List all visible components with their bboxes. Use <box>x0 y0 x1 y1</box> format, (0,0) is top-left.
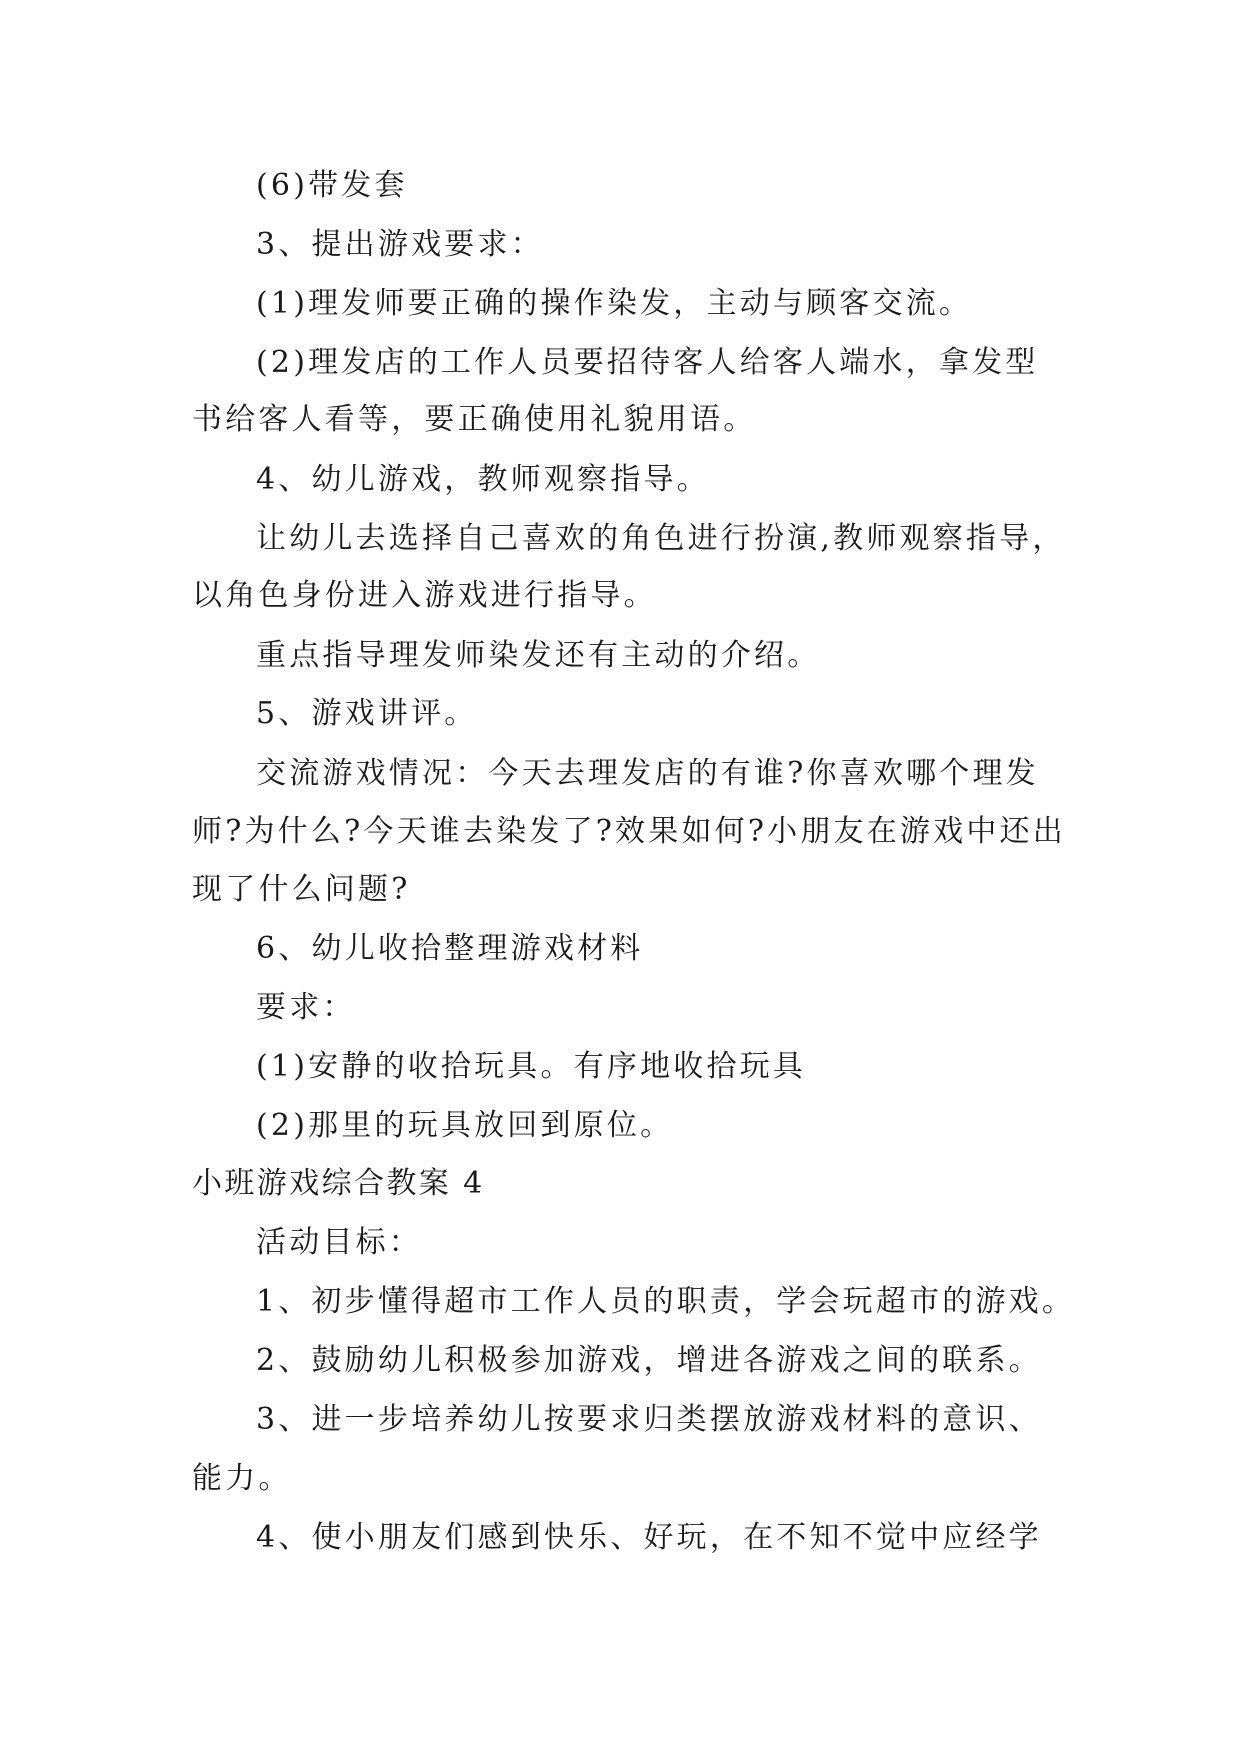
text-line: 重点指导理发师染发还有主动的介绍。 <box>256 638 821 673</box>
text-line: 现了什么问题? <box>192 872 411 907</box>
section-heading: 小班游戏综合教案 4 <box>192 1166 485 1201</box>
text-line: 4、使小朋友们感到快乐、好玩，在不知不觉中应经学 <box>256 1520 1042 1555</box>
text-line: 6、幼儿收拾整理游戏材料 <box>256 931 644 966</box>
text-line: 3、进一步培养幼儿按要求归类摆放游戏材料的意识、 <box>256 1402 1042 1437</box>
text-line: 要求： <box>256 990 356 1025</box>
text-line: 交流游戏情况：今天去理发店的有谁?你喜欢哪个理发 <box>256 756 1039 791</box>
text-line: 活动目标： <box>256 1225 422 1260</box>
text-line: 以角色身份进入游戏进行指导。 <box>192 578 657 613</box>
text-line: 3、提出游戏要求： <box>256 227 544 262</box>
text-line: 书给客人看等，要正确使用礼貌用语。 <box>192 402 757 437</box>
text-line: (2)理发店的工作人员要招待客人给客人端水，拿发型 <box>256 345 1039 380</box>
text-line: (2)那里的玩具放回到原位。 <box>256 1108 674 1143</box>
text-line: 1、初步懂得超市工作人员的职责，学会玩超市的游戏。 <box>256 1284 1076 1319</box>
text-line: 4、幼儿游戏，教师观察指导。 <box>256 462 710 497</box>
text-line: 2、鼓励幼儿积极参加游戏，增进各游戏之间的联系。 <box>256 1343 1042 1378</box>
text-line: (1)安静的收拾玩具。有序地收拾玩具 <box>256 1049 807 1084</box>
text-line: (6)带发套 <box>256 168 408 203</box>
text-line: 5、游戏讲评。 <box>256 696 478 731</box>
text-line: (1)理发师要正确的操作染发，主动与顾客交流。 <box>256 286 973 321</box>
text-line: 能力。 <box>192 1461 292 1496</box>
text-line: 师?为什么?今天谁去染发了?效果如何?小朋友在游戏中还出 <box>192 814 1066 849</box>
text-line: 让幼儿去选择自己喜欢的角色进行扮演,教师观察指导， <box>256 521 1066 556</box>
